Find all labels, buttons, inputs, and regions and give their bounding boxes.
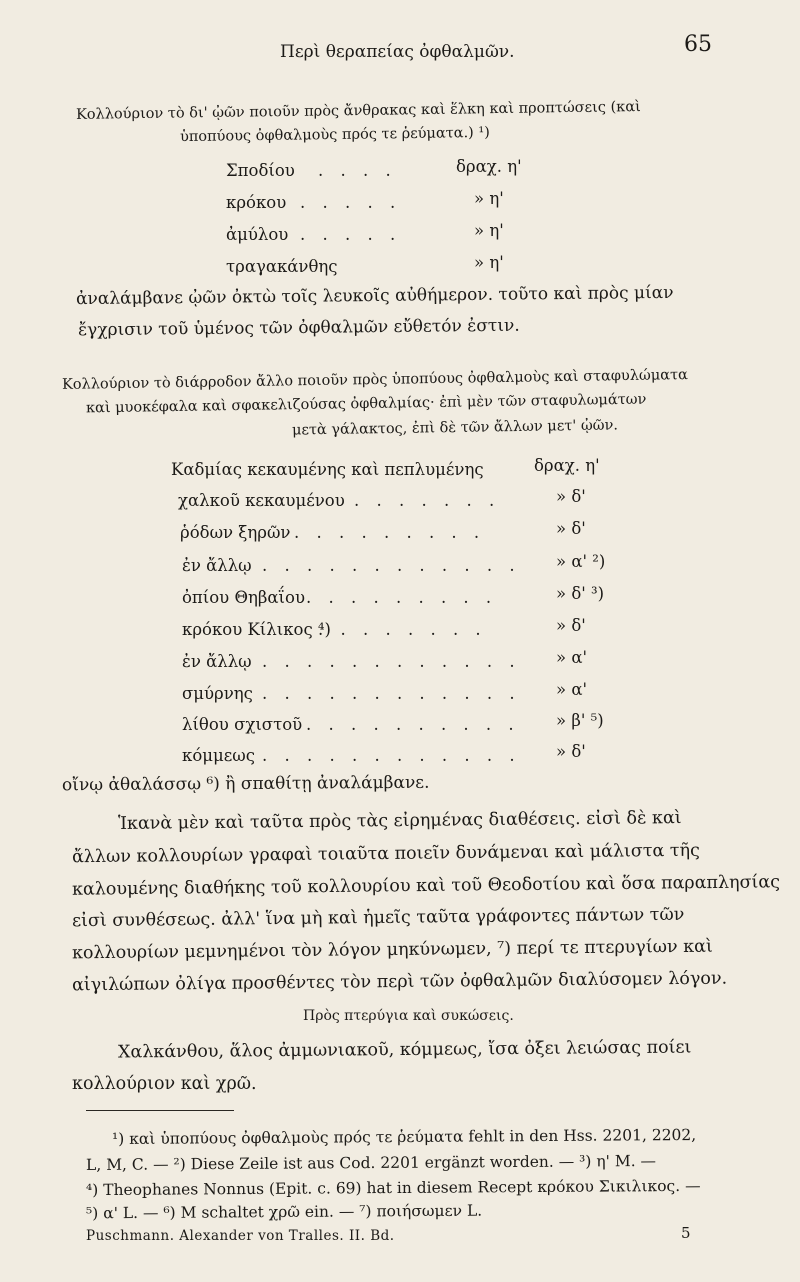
paragraph-line: αἰγιλώπων ὀλίγα προσθέντες τὸν περὶ τῶν ὀφθαλμῶν διαλύσομεν λόγον.: [71, 968, 728, 996]
ingredient-quantity: » δ' ³): [556, 584, 605, 603]
footnote-rule: [86, 1110, 234, 1111]
ingredient-name: ἀμύλου: [226, 225, 289, 244]
ingredient-name: Σποδίου: [226, 161, 295, 180]
ingredient-quantity: » η': [474, 189, 504, 208]
dot-leader: . . . . . . . . . . . .: [262, 746, 521, 765]
recipe3-text-line: κολλούριον καὶ χρῶ.: [72, 1074, 257, 1094]
recipe1-heading-line: Κολλούριον τὸ δι' ᾠῶν ποιοῦν πρὸς ἄνθρακας καὶ ἕλκη καὶ προπτώσεις (καὶ: [75, 99, 641, 123]
footnote-line: ⁵) α' L. — ⁶) M schaltet χρῶ ein. — ⁷) ποιήσωμεν L.: [85, 1201, 483, 1223]
recipe3-heading: Πρὸς πτερύγια καὶ συκώσεις.: [303, 1008, 514, 1024]
recipe1-directions-line: ἔγχρισιν τοῦ ὑμένος τῶν ὀφθαλμῶν εὔθετόν ἐστιν.: [77, 315, 520, 341]
paragraph-line: ἄλλων κολλουρίων γραφαὶ τοιαῦτα ποιεῖν δυνάμεναι καὶ μάλιστα τῆς: [71, 840, 700, 868]
ingredient-name: ἐν ἄλλῳ: [182, 556, 252, 575]
dot-leader: . . . . . . . . . . . .: [262, 684, 521, 703]
ingredient-quantity: » δ': [556, 519, 586, 538]
running-title: Περὶ θεραπείας ὀφθαλμῶν.: [280, 42, 515, 62]
paragraph-line: καλουμένης διαθήκης τοῦ κολλουρίου καὶ τοῦ Θεοδοτίου καὶ ὅσα παραπλησίας: [71, 872, 781, 900]
dot-leader: . . . . .: [300, 193, 402, 212]
recipe3-text-line: Χαλκάνθου, ἅλος ἀμμωνιακοῦ, κόμμεως, ἴσα ὀξει λειώσας ποίει: [117, 1037, 692, 1063]
ingredient-name: Καδμίας κεκαυμένης καὶ πεπλυμένης: [171, 460, 484, 479]
ingredient-name: κρόκου Κίλικος ⁴): [182, 620, 331, 639]
ingredient-name: χαλκοῦ κεκαυμένου: [178, 491, 345, 510]
ingredient-quantity: » η': [474, 253, 504, 272]
ingredient-quantity: » α': [556, 648, 588, 667]
dot-leader: . . . . . . . . .: [294, 523, 486, 542]
recipe1-heading-line: ὑποπύους ὀφθαλμοὺς πρός τε ῥεύματα.) ¹): [179, 124, 490, 146]
paragraph-line: Ἱκανὰ μὲν καὶ ταῦτα πρὸς τὰς εἰρημένας διαθέσεις. εἰσὶ δὲ καὶ: [117, 808, 682, 834]
dot-leader: . . . .: [318, 161, 397, 180]
ingredient-quantity: » α': [556, 680, 588, 699]
ingredient-quantity: » δ': [556, 487, 586, 506]
dot-leader: . . . . . . .: [354, 491, 501, 510]
dot-leader: . . . . . . . . . .: [306, 715, 520, 734]
page-number: 65: [684, 32, 712, 57]
ingredient-name: ἐν ἄλλῳ: [182, 652, 252, 671]
ingredient-quantity: δραχ. η': [534, 456, 600, 475]
recipe2-heading-line: Κολλούριον τὸ διάρροδον ἄλλο ποιοῦν πρὸς ὑποπύους ὀφθαλμοὺς καὶ σταφυλώματα: [61, 367, 688, 393]
ingredient-quantity: » α' ²): [556, 552, 606, 571]
ingredient-quantity: » δ': [556, 742, 586, 761]
ingredient-quantity: » β' ⁵): [556, 711, 604, 730]
footnote-line: L, M, C. — ²) Diese Zeile ist aus Cod. 2201 ergänzt worden. — ³) η' M. —: [85, 1152, 657, 1174]
printer-signature: Puschmann. Alexander von Tralles. II. Bd.: [86, 1228, 395, 1244]
ingredient-name: σμύρνης: [182, 684, 253, 703]
ingredient-quantity: δραχ. η': [456, 157, 522, 176]
ingredient-name: τραγακάνθης: [226, 257, 338, 276]
ingredient-name: ῥόδων ξηρῶν: [180, 523, 291, 542]
dot-leader: . . . . .: [300, 225, 402, 244]
ingredient-name: ὀπίου Θηβαΐου: [182, 588, 305, 607]
footnote-line: ⁴) Theophanes Nonnus (Epit. c. 69) hat in diesem Recept κρόκου Σικιλικος. —: [85, 1176, 701, 1200]
ingredient-quantity: » δ': [556, 616, 586, 635]
recipe1-directions-line: ἀναλάμβανε ᾠῶν ὀκτὼ τοῖς λευκοῖς αὐθήμερον. τοῦτο καὶ πρὸς μίαν: [75, 282, 674, 310]
ingredient-name: κόμμεως: [182, 746, 255, 765]
ingredient-name: κρόκου: [226, 193, 287, 212]
signature-number: 5: [681, 1224, 691, 1242]
paragraph-line: εἰσὶ συνθέσεως. ἀλλ' ἵνα μὴ καὶ ἡμεῖς ταῦτα γράφοντες πάντων τῶν: [71, 904, 685, 932]
dot-leader: . . . . . . . .: [318, 620, 487, 639]
recipe2-heading-line: μετὰ γάλακτος, ἐπὶ δὲ τῶν ἄλλων μετ' ᾠῶν.: [291, 417, 619, 439]
recipe2-directions: οἴνῳ ἀθαλάσσῳ ⁶) ἢ σπαθίτῃ ἀναλάμβανε.: [61, 772, 430, 796]
dot-leader: . . . . . . . . . . . .: [262, 556, 521, 575]
ingredient-quantity: » η': [474, 221, 504, 240]
dot-leader: . . . . . . . . .: [306, 588, 498, 607]
footnote-line: ¹) καὶ ὑποπύους ὀφθαλμοὺς πρός τε ῥεύματα fehlt in den Hss. 2201, 2202,: [111, 1125, 697, 1149]
recipe2-heading-line: καὶ μυοκέφαλα καὶ σφακελιζούσας ὀφθαλμίας· ἐπὶ μὲν τῶν σταφυλωμάτων: [85, 391, 647, 417]
paragraph-line: κολλουρίων μεμνημένοι τὸν λόγον μηκύνωμεν, ⁷) περί τε πτερυγίων καὶ: [71, 936, 713, 964]
dot-leader: . . . . . . . . . . . .: [262, 652, 521, 671]
ingredient-name: λίθου σχιστοῦ: [182, 715, 303, 734]
